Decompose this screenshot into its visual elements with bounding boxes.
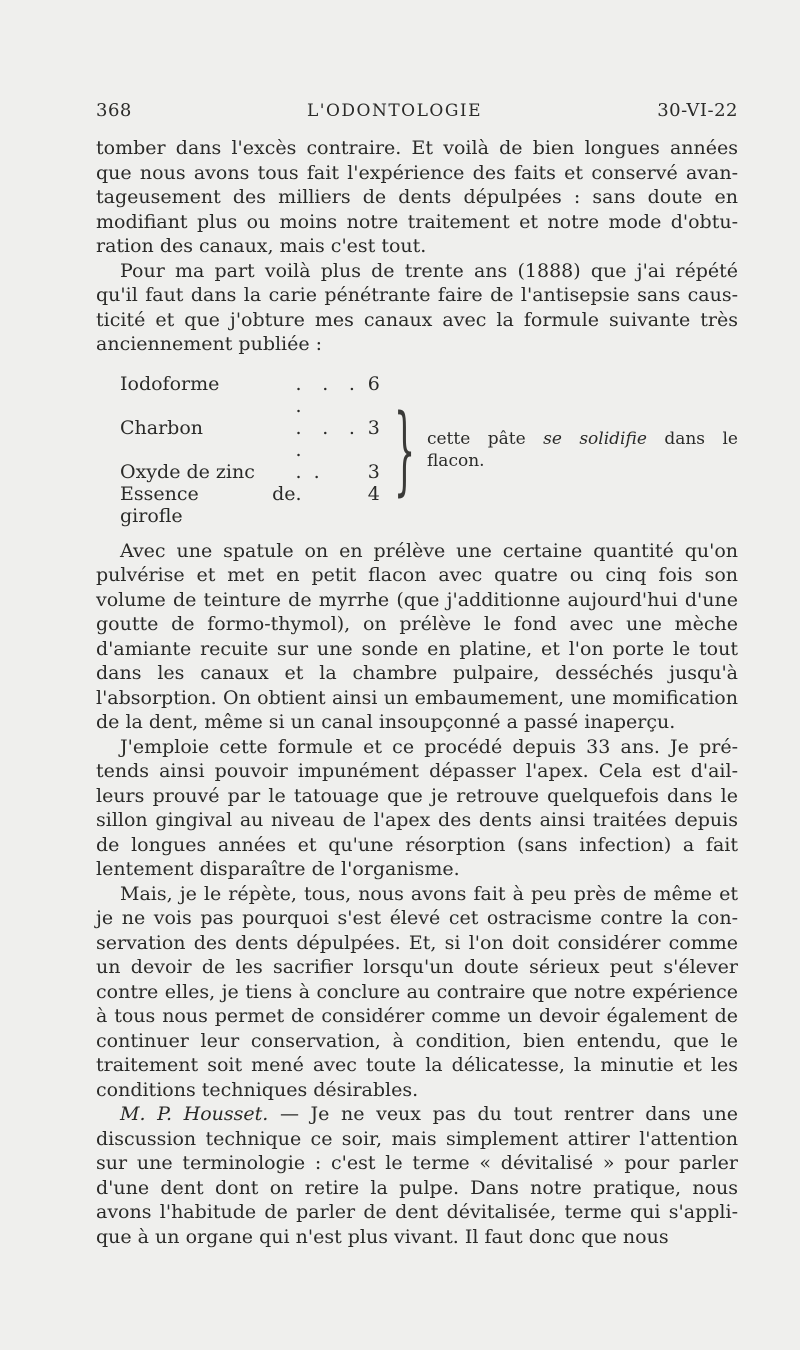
formula-block [120, 373, 738, 527]
journal-title: L'ODONTOLOGIE [307, 101, 483, 121]
paragraph: tomber dans l'excès contraire. Et voilà de bien longues années que nous avons tous fait l'expérience des faits et conservé avantageusement des milliers de dents dépulpées : sans doute en modifiant plus ou moins notre traitement et notre mode d'obturation des canaux, mais c'est tout. [96, 137, 738, 257]
leader-dots: . . [295, 460, 323, 483]
ingredient-qty: 6 [367, 372, 380, 395]
note-italic: se solidifie [543, 428, 647, 449]
page-number: 368 [96, 100, 132, 121]
leader-dots: . [295, 482, 305, 505]
ingredient-name: Oxyde de zinc [120, 460, 255, 483]
formula-table [120, 373, 380, 527]
leader-dots: . . . . [295, 416, 358, 461]
issue-date: 30-VI-22 [657, 100, 738, 121]
leader-dots: . . . . [295, 372, 358, 417]
running-header [96, 100, 738, 121]
ingredient-name: Charbon [120, 416, 204, 439]
formula-row [120, 461, 380, 483]
brace-icon: } [393, 393, 416, 506]
formula-row [120, 417, 380, 461]
note-text: cette pâte [426, 428, 544, 449]
paragraph: Mais, je le répète, tous, nous avons fait à peu près de même et je ne vois pas pourquoi s'est élevé cet ostracisme contre la conservation des dents dépulpées. Et, si l'on doit considérer comme un devoir de les sacrifier lorsqu'un doute sérieux peut s'élever contre elles, je tiens à conclure au contraire que notre expérience à tous nous permet de considérer comme un devoir également de continuer leur conservation, à condition, bien entendu, que le traitement soit mené avec toute la délicatesse, la minutie et les conditions techniques désirables. [96, 882, 738, 1101]
formula-note [427, 428, 738, 472]
ingredient-qty: 4 [367, 482, 380, 505]
formula-row [120, 483, 380, 527]
speech-text: — Je ne veux pas du tout rentrer dans une discussion technique ce soir, mais simplement attirer l'attention sur une terminologie : c'est le terme « dévitalisé » pour parler d'une dent dont on retire la pulpe. Dans notre pratique, nous avons l'habitude de parler de dent dévitalisée, terme qui s'applique à un organe qui n'est plus vivant. Il faut donc que nous [96, 1103, 738, 1248]
ingredient-name: Essence de girofle [120, 482, 296, 527]
body-text [96, 136, 738, 1249]
paragraph: Pour ma part voilà plus de trente ans (1888) que j'ai répété qu'il faut dans la carie pénétrante faire de l'antisepsie sans causticité et que j'obture mes canaux avec la formule suivante très anciennement publiée : [96, 259, 738, 355]
speaker-name: M. P. Housset. [120, 1103, 269, 1125]
ingredient-qty: 3 [367, 460, 380, 483]
paragraph: J'emploie cette formule et ce procédé depuis 33 ans. Je prétends ainsi pouvoir impunément dépasser l'apex. Cela est d'ailleurs prouvé par le tatouage que je retrouve quelquefois dans le sillon gingival au niveau de l'apex des dents ainsi traitées depuis de longues années et qu'une résorption (sans infection) a fait lentement disparaître de l'organisme. [96, 735, 738, 880]
formula-row [120, 373, 380, 417]
paragraph [96, 1102, 738, 1249]
paragraph: Avec une spatule on en prélève une certaine quantité qu'on pulvérise et met en petit flacon avec quatre ou cinq fois son volume de teinture de myrrhe (que j'additionne aujourd'hui d'une goutte de formo-thymol), on prélève le fond avec une mèche d'amiante recuite sur une sonde en platine, et l'on porte le tout dans les canaux et la chambre pulpaire, desséchés jusqu'à l'absorption. On obtient ainsi un embaumement, une momification de la dent, même si un canal insoupçonné a passé inaperçu. [96, 539, 738, 733]
note-text: dans le flacon. [426, 428, 738, 471]
ingredient-name: Iodoforme [120, 372, 220, 395]
ingredient-qty: 3 [367, 416, 380, 439]
